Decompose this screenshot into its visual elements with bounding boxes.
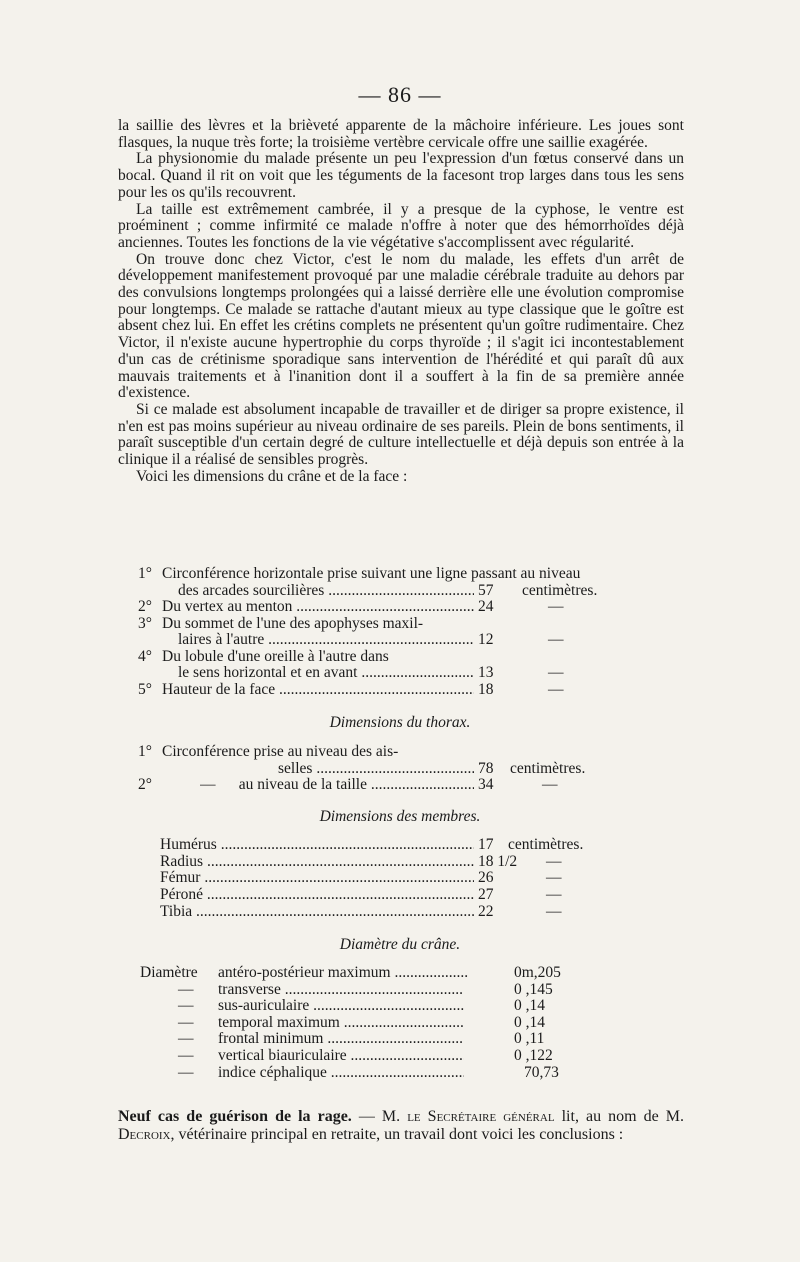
- row-label: vertical biauriculaire .....: [218, 1048, 464, 1065]
- row-value: 0 ,122: [510, 1048, 553, 1065]
- row-value: 13: [474, 665, 494, 682]
- row-prefix: —: [178, 1046, 194, 1064]
- row-label: des arcades sourcilières .....: [178, 583, 478, 600]
- table-row: [138, 682, 684, 699]
- face-dimensions-table: [138, 566, 684, 698]
- row-value: 18 1/2: [474, 854, 517, 871]
- thorax-table: [138, 744, 638, 794]
- table-row: [140, 1015, 620, 1032]
- table-row: [140, 1048, 620, 1065]
- text-span: Decroix: [118, 1126, 171, 1143]
- row-label: indice céphalique .....: [218, 1065, 464, 1082]
- row-number: 3°: [138, 614, 152, 632]
- table-row: [160, 854, 620, 871]
- text-span: — M.: [351, 1108, 408, 1125]
- row-unit: centimètres.: [510, 759, 586, 777]
- row-unit: —: [548, 598, 564, 615]
- row-number: 1°: [138, 743, 152, 760]
- row-label: Circonférence horizontale prise suivant une ligne passant au niveau: [162, 565, 581, 582]
- page-number: — 86 —: [358, 82, 442, 107]
- row-unit: —: [546, 886, 562, 904]
- paragraph: On trouve donc chez Victor, c'est le nom du malade, les effets d'un arrêt de développement manifestement provoqué par une maladie cérébrale traduite au dehors par des convulsions longtemps prolongées qui a laissé derrière elle une évolution compromise pour longtemps. Ce malade se rattache d'autant mieux au type classique que le goître est absent chez lui. En effet les crétins complets ne présentent qu'un goître rudimentaire. Chez Victor, il n'existe aucune hypertrophie du corps thyroïde ; il s'agit ici incontestablement d'un cas de crétinisme sporadique sans intervention de l'hérédité et qui paraît dû aux mauvais traitements et à l'inanition dont il a souffert à la fin de sa première année d'existence.: [118, 250, 684, 402]
- row-value: 0 ,14: [510, 1015, 545, 1032]
- row-value: 17: [474, 837, 494, 854]
- row-value: 24: [474, 599, 494, 616]
- table-row: [160, 904, 620, 921]
- row-prefix: —: [178, 980, 194, 998]
- row-unit: —: [548, 664, 564, 681]
- text-span: le Secrétaire général: [407, 1108, 555, 1125]
- row-unit: —: [542, 776, 558, 793]
- table-row: [138, 744, 638, 761]
- row-unit: —: [546, 869, 562, 887]
- row-unit: centimètres.: [508, 836, 584, 853]
- row-number: 2°: [138, 598, 152, 615]
- row-number: 2°: [138, 776, 152, 793]
- row-label: Du sommet de l'une des apophyses maxil-: [162, 614, 424, 632]
- row-value: 12: [474, 632, 494, 649]
- row-value: 0 ,145: [510, 982, 553, 999]
- table-row: [138, 665, 684, 682]
- row-label: frontal minimum .....: [218, 1031, 464, 1048]
- row-label: antéro-postérieur maximum .....: [218, 965, 468, 982]
- row-unit: —: [548, 631, 564, 648]
- table-row: [138, 777, 638, 794]
- row-label: Tibia .....: [160, 904, 478, 921]
- row-value: 78: [474, 761, 494, 778]
- thorax-caption: Dimensions du thorax.: [329, 714, 471, 731]
- row-value: 18: [474, 682, 494, 699]
- body-text: [118, 118, 684, 485]
- row-label: selles .....: [278, 761, 478, 778]
- crane-caption: Diamètre du crâne.: [339, 936, 461, 953]
- table-row: [138, 616, 684, 633]
- paragraph: La taille est extrêmement cambrée, il y a presque de la cyphose, le ventre est proéminent ; comme infirmité ce malade n'offre à noter que des hémorrhoïdes déjà anciennes. Toutes les fonctions de la vie végétative s'accomplissent avec régularité.: [118, 200, 684, 251]
- row-label: — au niveau de la taille .....: [200, 777, 476, 794]
- row-unit: —: [548, 680, 564, 698]
- section-heading: Neuf cas de guérison de la rage.: [118, 1108, 352, 1125]
- row-unit: —: [546, 852, 562, 870]
- row-value: 0 ,11: [510, 1031, 544, 1048]
- row-label: transverse .....: [218, 982, 464, 999]
- table-row: [140, 998, 620, 1015]
- row-prefix: Diamètre: [140, 964, 198, 981]
- row-value: 22: [474, 904, 494, 921]
- table-row: [138, 632, 684, 649]
- row-label: sus-auriculaire .....: [218, 998, 464, 1015]
- table-row: [140, 1031, 620, 1048]
- final-paragraph: [118, 1108, 684, 1144]
- row-label: le sens horizontal et en avant .....: [178, 665, 478, 682]
- table-row: [138, 649, 684, 666]
- row-label: Fémur .....: [160, 870, 478, 887]
- row-unit: —: [546, 902, 562, 920]
- membres-table: [160, 837, 620, 920]
- row-label: Du lobule d'une oreille à l'autre dans: [162, 647, 389, 665]
- row-value: 57: [474, 583, 494, 600]
- membres-caption: Dimensions des membres.: [319, 808, 481, 825]
- row-prefix: —: [178, 997, 194, 1015]
- crane-table: [140, 965, 620, 1081]
- row-label: laires à l'autre .....: [178, 632, 478, 649]
- row-label: Péroné .....: [160, 887, 478, 904]
- row-label: Du vertex au menton .....: [162, 599, 478, 616]
- table-row: [138, 599, 684, 616]
- row-label: Circonférence prise au niveau des ais-: [162, 743, 399, 760]
- table-row: [160, 887, 620, 904]
- table-row: [138, 583, 684, 600]
- row-label: Humérus .....: [160, 837, 478, 854]
- table-row: [138, 566, 684, 583]
- row-value: 0 ,14: [510, 998, 545, 1015]
- row-prefix: —: [178, 1013, 194, 1031]
- paragraph: Si ce malade est absolument incapable de travailler et de diriger sa propre existence, il n'en est pas moins supérieur au niveau ordinaire de ses pareils. Plein de bons sentiments, il paraît susceptible d'un certain degré de culture intellectuelle et déjà depuis son entrée à la clinique il a réalisé de sensibles progrès.: [118, 400, 684, 469]
- text-span: lit, au nom de M.: [554, 1108, 685, 1125]
- row-unit: centimètres.: [522, 581, 598, 599]
- table-row: [160, 870, 620, 887]
- row-prefix: —: [178, 1063, 194, 1081]
- row-label: Radius .....: [160, 854, 478, 871]
- table-row: [140, 965, 620, 982]
- row-number: 1°: [138, 565, 152, 582]
- row-value: 70,73: [520, 1065, 559, 1082]
- row-value: 27: [474, 887, 494, 904]
- table-row: [138, 761, 638, 778]
- row-number: 4°: [138, 647, 152, 665]
- row-value: 34: [474, 777, 494, 794]
- row-value: 26: [474, 870, 494, 887]
- row-label: Hauteur de la face .....: [162, 682, 478, 699]
- row-prefix: —: [178, 1030, 194, 1048]
- text-span: , vétérinaire principal en retraite, un travail dont voici les conclusions :: [170, 1126, 624, 1143]
- row-number: 5°: [138, 680, 152, 698]
- row-value: 0m,205: [510, 965, 561, 982]
- paragraph: la saillie des lèvres et la brièveté apparente de la mâchoire inférieure. Les joues sont flasques, la nuque très forte; la troisième vertèbre cervicale offre une saillie exagérée.: [118, 117, 684, 151]
- table-row: [140, 1065, 620, 1082]
- table-row: [160, 837, 620, 854]
- paragraph: Voici les dimensions du crâne et de la face :: [136, 467, 408, 485]
- table-row: [140, 982, 620, 999]
- paragraph: La physionomie du malade présente un peu l'expression d'un fœtus conservé dans un bocal. Quand il rit on voit que les téguments de la facesont trop larges dans tous les sens pour les os qu'ils recouvrent.: [118, 150, 684, 201]
- row-label: temporal maximum .....: [218, 1015, 464, 1032]
